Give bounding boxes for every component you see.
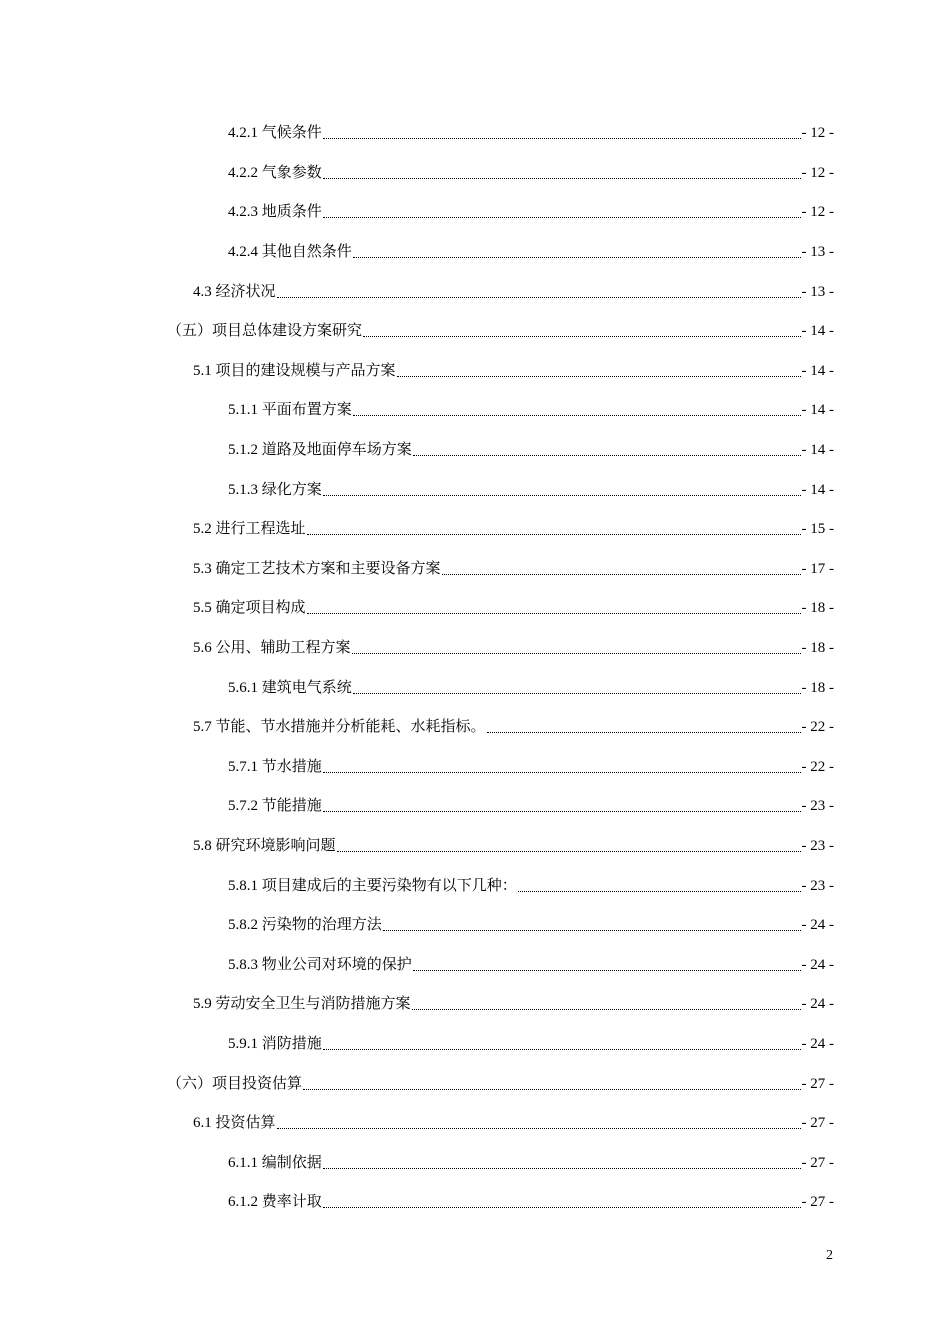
toc-entry-page: - 24 - bbox=[801, 1035, 834, 1052]
toc-entry-page: - 27 - bbox=[801, 1075, 834, 1092]
toc-entry-title: 5.1.3 绿化方案 bbox=[228, 481, 322, 498]
dot-leader bbox=[277, 297, 801, 298]
toc-entry-title: 5.5 确定项目构成 bbox=[193, 600, 306, 617]
toc-row bbox=[0, 874, 950, 895]
toc-entry-title: 5.1 项目的建设规模与产品方案 bbox=[193, 362, 396, 379]
toc-row bbox=[0, 953, 950, 974]
toc-row bbox=[0, 240, 950, 261]
toc-row bbox=[0, 1072, 950, 1093]
toc-entry-title: 4.2.3 地质条件 bbox=[228, 204, 322, 221]
dot-leader bbox=[363, 336, 800, 337]
toc-row bbox=[0, 636, 950, 657]
toc-entry-page: - 14 - bbox=[801, 323, 834, 340]
dot-leader bbox=[323, 178, 801, 179]
dot-leader bbox=[323, 772, 801, 773]
dot-leader bbox=[353, 415, 801, 416]
toc-entry[interactable] bbox=[0, 1023, 950, 1063]
dot-leader bbox=[487, 732, 801, 733]
dot-leader bbox=[307, 534, 801, 535]
toc-row bbox=[0, 517, 950, 538]
toc-entry-page: - 12 - bbox=[801, 204, 834, 221]
toc-entry-page: - 22 - bbox=[801, 758, 834, 775]
toc-row bbox=[0, 913, 950, 934]
toc-entry[interactable] bbox=[0, 943, 950, 983]
toc-entry-page: - 18 - bbox=[801, 679, 834, 696]
toc-entry-title: （六）项目投资估算 bbox=[167, 1075, 303, 1092]
dot-leader bbox=[337, 851, 801, 852]
toc-entry-page: - 15 - bbox=[801, 521, 834, 538]
toc-entry-page: - 18 - bbox=[801, 600, 834, 617]
toc-entry-page: - 23 - bbox=[801, 837, 834, 854]
toc-entry[interactable] bbox=[0, 112, 950, 152]
dot-leader bbox=[323, 811, 801, 812]
toc-entry-title: 5.7.1 节水措施 bbox=[228, 758, 322, 775]
dot-leader bbox=[442, 574, 801, 575]
toc-entry[interactable] bbox=[0, 468, 950, 508]
toc-entry[interactable] bbox=[0, 785, 950, 825]
toc-row bbox=[0, 1032, 950, 1053]
dot-leader bbox=[323, 495, 801, 496]
toc-entry[interactable] bbox=[0, 389, 950, 429]
toc-entry-title: 4.2.1 气候条件 bbox=[228, 125, 322, 142]
toc-entry-page: - 22 - bbox=[801, 719, 834, 736]
toc-entry-page: - 14 - bbox=[801, 362, 834, 379]
toc-entry[interactable] bbox=[0, 706, 950, 746]
toc-row bbox=[0, 280, 950, 301]
toc-entry-page: - 18 - bbox=[801, 640, 834, 657]
dot-leader bbox=[412, 1009, 801, 1010]
toc-entry-page: - 23 - bbox=[801, 798, 834, 815]
dot-leader bbox=[303, 1089, 800, 1090]
toc-row bbox=[0, 359, 950, 380]
toc-entry-page: - 12 - bbox=[801, 164, 834, 181]
toc-entry-page: - 13 - bbox=[801, 283, 834, 300]
toc-row bbox=[0, 200, 950, 221]
toc-row bbox=[0, 161, 950, 182]
toc-entry[interactable] bbox=[0, 666, 950, 706]
toc-entry-title: 5.9.1 消防措施 bbox=[228, 1035, 322, 1052]
dot-leader bbox=[352, 653, 801, 654]
toc-entry-title: 5.8.1 项目建成后的主要污染物有以下几种： bbox=[228, 877, 517, 894]
toc-entry-title: 4.2.4 其他自然条件 bbox=[228, 244, 352, 261]
dot-leader bbox=[353, 693, 801, 694]
toc-entry-page: - 17 - bbox=[801, 560, 834, 577]
toc-entry[interactable] bbox=[0, 746, 950, 786]
dot-leader bbox=[383, 930, 801, 931]
toc-entry-title: 6.1.1 编制依据 bbox=[228, 1154, 322, 1171]
toc-entry[interactable] bbox=[0, 152, 950, 192]
toc-row bbox=[0, 834, 950, 855]
toc-entry-page: - 24 - bbox=[801, 996, 834, 1013]
toc-entry-page: - 27 - bbox=[801, 1194, 834, 1211]
toc-entry[interactable] bbox=[0, 310, 950, 350]
toc-entry-title: 5.1.1 平面布置方案 bbox=[228, 402, 352, 419]
toc-entry[interactable] bbox=[0, 231, 950, 271]
dot-leader bbox=[353, 257, 801, 258]
toc-row bbox=[0, 478, 950, 499]
toc-row bbox=[0, 676, 950, 697]
toc-entry[interactable] bbox=[0, 983, 950, 1023]
toc-entry-title: 5.8.3 物业公司对环境的保护 bbox=[228, 956, 412, 973]
toc-entry[interactable] bbox=[0, 1141, 950, 1181]
toc-row bbox=[0, 319, 950, 340]
toc-entry-page: - 23 - bbox=[801, 877, 834, 894]
toc-entry[interactable] bbox=[0, 508, 950, 548]
dot-leader bbox=[518, 891, 801, 892]
dot-leader bbox=[413, 970, 801, 971]
dot-leader bbox=[323, 1049, 801, 1050]
toc-entry-title: 5.2 进行工程选址 bbox=[193, 521, 306, 538]
toc-entry[interactable] bbox=[0, 627, 950, 667]
toc-entry-page: - 24 - bbox=[801, 917, 834, 934]
toc-row bbox=[0, 1151, 950, 1172]
toc-entry-title: 5.9 劳动安全卫生与消防措施方案 bbox=[193, 996, 411, 1013]
toc-entry[interactable] bbox=[0, 270, 950, 310]
toc-row bbox=[0, 794, 950, 815]
dot-leader bbox=[307, 613, 801, 614]
toc-entry-title: 5.7 节能、节水措施并分析能耗、水耗指标。 bbox=[193, 719, 486, 736]
toc-entry[interactable] bbox=[0, 1062, 950, 1102]
toc-row bbox=[0, 438, 950, 459]
dot-leader bbox=[397, 376, 801, 377]
toc-entry-page: - 27 - bbox=[801, 1115, 834, 1132]
toc-entry-page: - 27 - bbox=[801, 1154, 834, 1171]
dot-leader bbox=[323, 217, 801, 218]
toc-entry-page: - 24 - bbox=[801, 956, 834, 973]
dot-leader bbox=[323, 1207, 801, 1208]
toc-entry-title: （五）项目总体建设方案研究 bbox=[167, 323, 363, 340]
toc-row bbox=[0, 596, 950, 617]
toc-row bbox=[0, 755, 950, 776]
toc-entry-title: 6.1.2 费率计取 bbox=[228, 1194, 322, 1211]
toc-row bbox=[0, 1190, 950, 1211]
toc-entry-title: 5.3 确定工艺技术方案和主要设备方案 bbox=[193, 560, 441, 577]
toc-entry-title: 5.1.2 道路及地面停车场方案 bbox=[228, 442, 412, 459]
toc-row bbox=[0, 398, 950, 419]
toc-entry-title: 5.6.1 建筑电气系统 bbox=[228, 679, 352, 696]
toc-entry-title: 4.3 经济状况 bbox=[193, 283, 276, 300]
toc-entry[interactable] bbox=[0, 548, 950, 588]
toc-entry-page: - 12 - bbox=[801, 125, 834, 142]
toc-entry-page: - 13 - bbox=[801, 244, 834, 261]
toc-entry-title: 5.6 公用、辅助工程方案 bbox=[193, 640, 351, 657]
dot-leader bbox=[413, 455, 801, 456]
toc-row bbox=[0, 557, 950, 578]
toc-entry[interactable] bbox=[0, 191, 950, 231]
toc-entry[interactable] bbox=[0, 350, 950, 390]
toc-entry-title: 5.7.2 节能措施 bbox=[228, 798, 322, 815]
dot-leader bbox=[323, 1168, 801, 1169]
toc-entry-page: - 14 - bbox=[801, 481, 834, 498]
toc-row bbox=[0, 715, 950, 736]
toc-row bbox=[0, 121, 950, 142]
toc-entry[interactable] bbox=[0, 1181, 950, 1221]
toc-entry-page: - 14 - bbox=[801, 402, 834, 419]
toc-entry-title: 4.2.2 气象参数 bbox=[228, 164, 322, 181]
toc-row bbox=[0, 992, 950, 1013]
toc-entry-title: 5.8.2 污染物的治理方法 bbox=[228, 917, 382, 934]
toc-entry[interactable] bbox=[0, 904, 950, 944]
toc-entry-title: 6.1 投资估算 bbox=[193, 1115, 276, 1132]
toc-entry-title: 5.8 研究环境影响问题 bbox=[193, 837, 336, 854]
toc-row bbox=[0, 1111, 950, 1132]
toc-entry-page: - 14 - bbox=[801, 442, 834, 459]
toc-entry[interactable] bbox=[0, 429, 950, 469]
toc-entry[interactable] bbox=[0, 587, 950, 627]
page-number: 2 bbox=[826, 1248, 833, 1263]
table-of-contents bbox=[0, 112, 950, 1221]
toc-entry[interactable] bbox=[0, 864, 950, 904]
dot-leader bbox=[277, 1128, 801, 1129]
toc-entry[interactable] bbox=[0, 825, 950, 865]
toc-entry[interactable] bbox=[0, 1102, 950, 1142]
dot-leader bbox=[323, 138, 801, 139]
